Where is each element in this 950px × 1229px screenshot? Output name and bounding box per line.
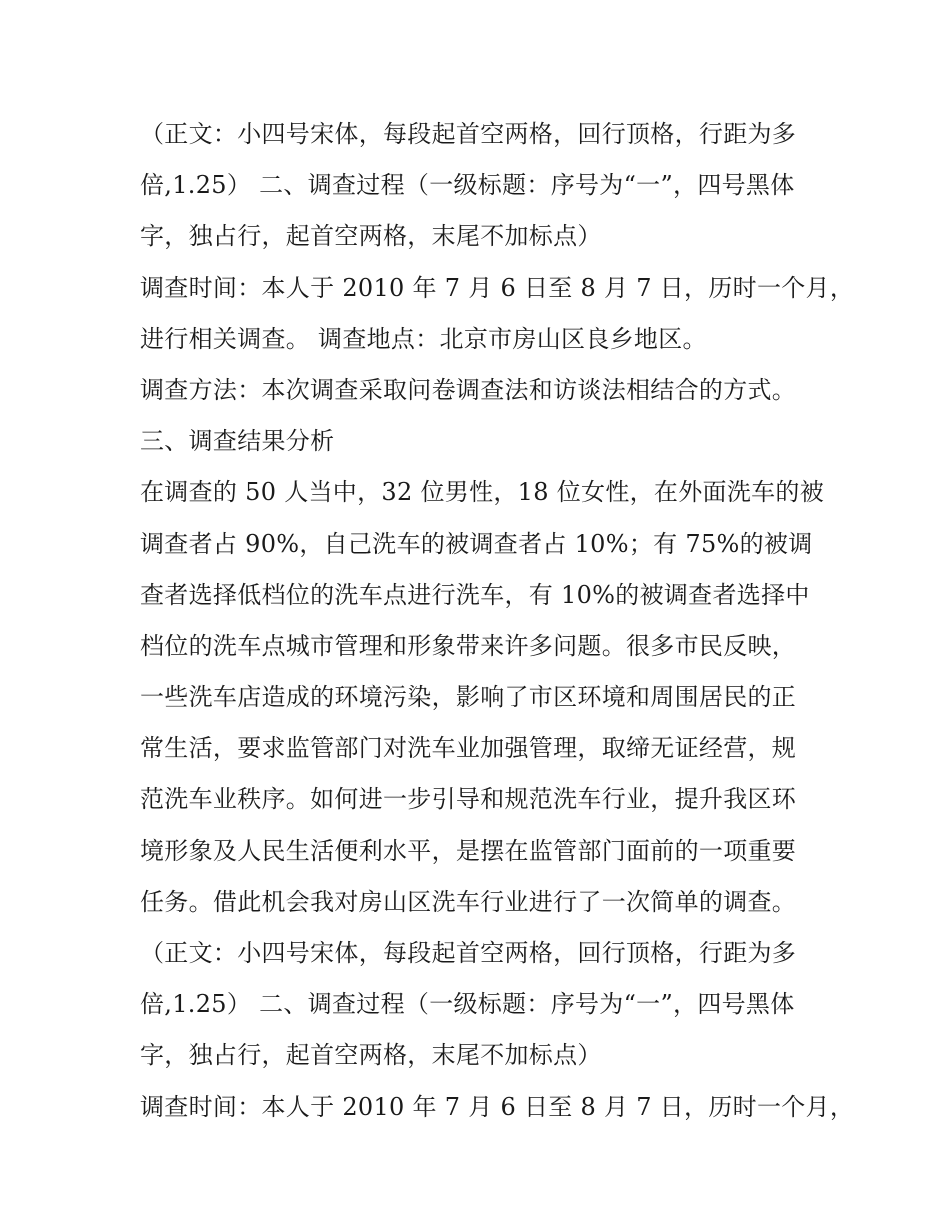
text-line: （正文：小四号宋体，每段起首空两格，回行顶格，行距为多	[140, 120, 797, 148]
text-line: 字，独占行，起首空两格，末尾不加标点）	[140, 1041, 602, 1070]
text-line: 境形象及人民生活便利水平，是摆在监管部门面前的一项重要	[140, 836, 797, 865]
text-line: 范洗车业秩序。如何进一步引导和规范洗车行业，提升我区环	[140, 785, 797, 814]
text-line: 倍,1.25） 二、调查过程（一级标题：序号为“一”，四号黑体	[140, 171, 795, 200]
text-line: 倍,1.25） 二、调查过程（一级标题：序号为“一”，四号黑体	[140, 990, 795, 1019]
body-text	[140, 109, 855, 1133]
text-line: 进行相关调查。 调查地点：北京市房山区良乡地区。	[140, 324, 707, 353]
text-line: 一些洗车店造成的环境污染，影响了市区环境和周围居民的正	[140, 683, 797, 712]
text-line: （正文：小四号宋体，每段起首空两格，回行顶格，行距为多	[140, 939, 797, 967]
text-line: 调查者占 90%，自己洗车的被调查者占 10%；有 75%的被调	[140, 529, 813, 558]
text-line: 档位的洗车点城市管理和形象带来许多问题。很多市民反映，	[140, 631, 797, 660]
text-line: 任务。借此机会我对房山区洗车行业进行了一次简单的调查。	[140, 887, 797, 916]
section-heading: 三、调查结果分析	[140, 427, 335, 456]
text-line: 查者选择低档位的洗车点进行洗车，有 10%的被调查者选择中	[140, 580, 810, 609]
text-line: 调查时间：本人于 2010 年 7 月 6 日至 8 月 7 日，历时一个月，	[140, 1092, 855, 1121]
text-line: 常生活，要求监管部门对洗车业加强管理，取缔无证经营，规	[140, 734, 797, 763]
text-line: 在调查的 50 人当中，32 位男性，18 位女性，在外面洗车的被	[140, 478, 825, 507]
text-line: 调查时间：本人于 2010 年 7 月 6 日至 8 月 7 日，历时一个月，	[140, 273, 855, 302]
text-line: 字，独占行，起首空两格，末尾不加标点）	[140, 222, 602, 251]
text-line: 调查方法：本次调查采取问卷调查法和访谈法相结合的方式。	[140, 375, 797, 404]
